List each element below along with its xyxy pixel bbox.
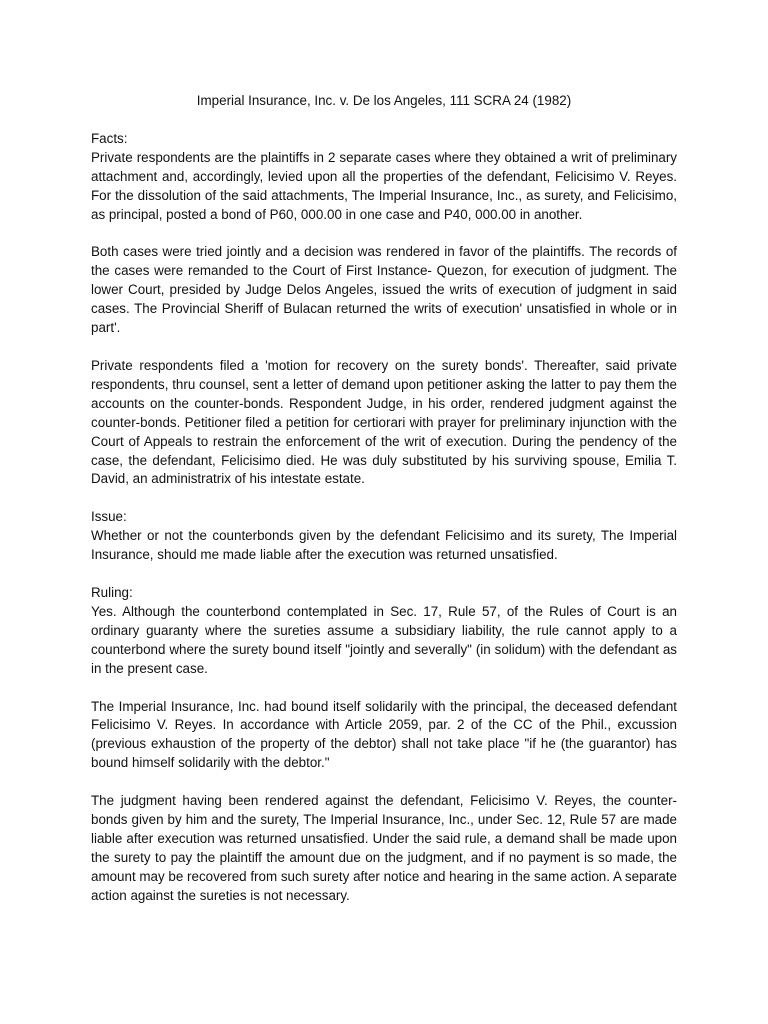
facts-paragraph-2: Both cases were tried jointly and a decision was rendered in favor of the plaintiffs. The records of the cases were remanded to the Court of First Instance- Quezon, for execution of judgment. The lower Court, presided by Judge Delos Angeles, issued the writs of execution of judgment in said cases. The Provincial Sheriff of Bulacan returned the writs of execution' unsatisfied in whole or in part'. — [91, 244, 677, 336]
issue-paragraph: Whether or not the counterbonds given by the defendant Felicisimo and its surety, The Imperial Insurance, should me made liable after the execution was returned unsatisfied. — [91, 528, 677, 563]
ruling-paragraph-1: Yes. Although the counterbond contemplated in Sec. 17, Rule 57, of the Rules of Court is an ordinary guaranty where the sureties assume a subsidiary liability, the rule cannot apply to a counterbond where the surety bound itself "jointly and severally" (in solidum) with the defendant as in the present case. — [91, 603, 677, 676]
facts-paragraph-1: Private respondents are the plaintiffs in 2 separate cases where they obtained a writ of preliminary attachment and, accordingly, levied upon all the properties of the defendant, Felicisimo V. Reyes. For the dissolution of the said attachments, The Imperial Insurance, Inc., as surety, and Felicisimo, as principal, posted a bond of P60, 000.00 in one case and P40, 000.00 in another. — [91, 149, 677, 222]
case-title: Imperial Insurance, Inc. v. De los Angeles, 111 SCRA 24 (1982) — [196, 93, 572, 108]
facts-heading: Facts: — [91, 130, 128, 146]
ruling-paragraph-3: The judgment having been rendered against the defendant, Felicisimo V. Reyes, the counter-bonds given by him and the surety, The Imperial Insurance, Inc., under Sec. 12, Rule 57 are made liable after execution was returned unsatisfied. Under the said rule, a demand shall be made upon the surety to pay the plaintiff the amount due on the judgment, and if no payment is so made, the amount may be recovered from such surety after notice and hearing in the same action. A separate action against the sureties is not necessary. — [91, 793, 677, 903]
facts-paragraph-3: Private respondents filed a 'motion for recovery on the surety bonds'. Thereafter, said private respondents, thru counsel, sent a letter of demand upon petitioner asking the latter to pay them the accounts on the counter-bonds. Respondent Judge, in his order, rendered judgment against the counter-bonds. Petitioner filed a petition for certiorari with prayer for preliminary injunction with the Court of Appeals to restrain the enforcement of the writ of execution. During the pendency of the case, the defendant, Felicisimo died. He was duly substituted by his surviving spouse, Emilia T. David, an administratrix of his intestate estate. — [91, 357, 677, 487]
ruling-heading: Ruling: — [91, 585, 133, 601]
document-page — [91, 92, 677, 906]
issue-heading: Issue: — [91, 509, 127, 525]
ruling-paragraph-2: The Imperial Insurance, Inc. had bound itself solidarily with the principal, the deceased defendant Felicisimo V. Reyes. In accordance with Article 2059, par. 2 of the CC of the Phil., excussion (previous exhaustion of the property of the debtor) shall not take place "if he (the guarantor) has bound himself solidarily with the debtor." — [91, 698, 677, 771]
